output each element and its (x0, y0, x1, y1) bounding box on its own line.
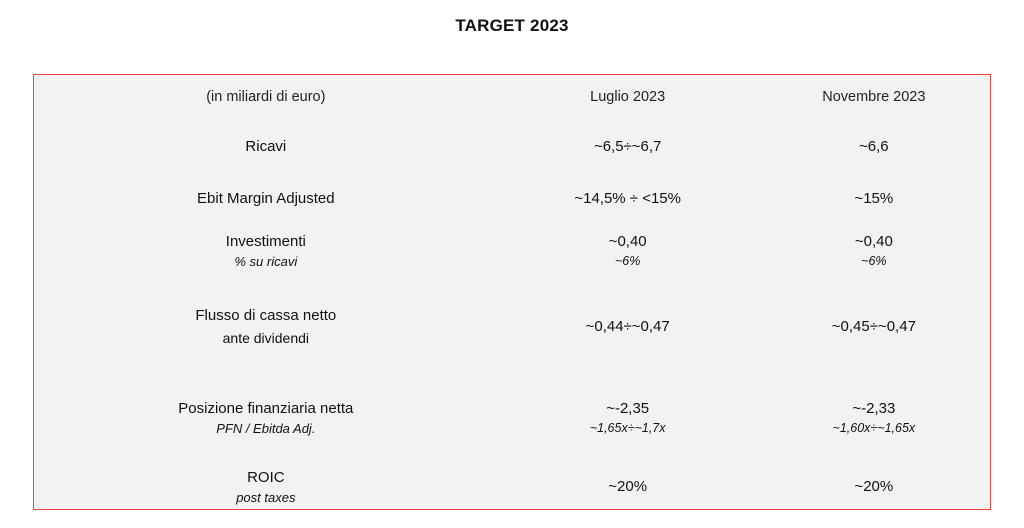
row-value-novembre (758, 375, 990, 461)
header-luglio-2023: Luglio 2023 (590, 89, 666, 105)
row-label-ebit-margin-adjusted (34, 175, 498, 223)
value-sub: ~1,60x÷~1,65x (832, 421, 916, 436)
value-sub: ~1,65x÷~1,7x (589, 421, 666, 436)
row-value-luglio (498, 119, 758, 175)
row-label-flusso-di-cassa-netto (34, 279, 498, 375)
value-main: ~-2,33 (852, 399, 896, 417)
row-label-text: Posizione finanziaria netta (178, 399, 354, 417)
value-main: ~0,44÷~0,47 (585, 317, 670, 335)
row-value-novembre (758, 461, 990, 513)
row-value-luglio (498, 175, 758, 223)
row-label-text: Ebit Margin Adjusted (197, 189, 335, 207)
row-value-novembre (758, 119, 990, 175)
value-main: ~0,40 (854, 232, 893, 250)
value-main: ~0,45÷~0,47 (831, 317, 916, 335)
header-unit: (in miliardi di euro) (206, 89, 326, 105)
value-main: ~6,6 (859, 137, 889, 155)
row-sublabel-text: PFN / Ebitda Adj. (216, 420, 316, 436)
row-label-posizione-finanziaria-netta (34, 375, 498, 461)
row-label-block (34, 305, 498, 348)
value-main: ~6,5÷~6,7 (593, 137, 662, 155)
row-label-text: Flusso di cassa netto (195, 307, 337, 325)
table-row (34, 375, 990, 461)
row-label-investimenti (34, 223, 498, 279)
table-header-row (34, 75, 990, 119)
row-value-luglio (498, 279, 758, 375)
row-label-text: Ricavi (245, 137, 287, 155)
value-main: ~20% (854, 477, 894, 495)
row-value-luglio (498, 375, 758, 461)
value-main: ~15% (854, 189, 894, 207)
table-row (34, 279, 990, 375)
row-value-luglio (498, 461, 758, 513)
table-row (34, 461, 990, 513)
row-label-text: ROIC (247, 468, 285, 486)
row-label-ricavi (34, 119, 498, 175)
row-value-novembre (758, 223, 990, 279)
table-body (34, 119, 990, 513)
target-table-container (33, 74, 991, 510)
value-main: ~20% (608, 477, 648, 495)
row-label-roic (34, 461, 498, 513)
table-row (34, 223, 990, 279)
value-sub: ~6% (861, 254, 887, 269)
table-row (34, 175, 990, 223)
value-main: ~-2,35 (606, 399, 650, 417)
row-sublabel-text: % su ricavi (234, 253, 298, 269)
target-table (34, 75, 990, 513)
row-sublabel-text: ante dividendi (222, 330, 310, 347)
table-header (34, 75, 990, 119)
value-main: ~14,5% ÷ <15% (574, 189, 681, 207)
row-value-luglio (498, 223, 758, 279)
row-value-novembre (758, 175, 990, 223)
table-row (34, 119, 990, 175)
value-main: ~0,40 (608, 232, 647, 250)
page-title: TARGET 2023 (455, 16, 569, 35)
row-sublabel-text: post taxes (236, 489, 296, 505)
header-novembre-2023: Novembre 2023 (822, 89, 926, 105)
row-value-novembre (758, 279, 990, 375)
value-sub: ~6% (614, 254, 641, 269)
row-label-text: Investimenti (225, 232, 306, 250)
